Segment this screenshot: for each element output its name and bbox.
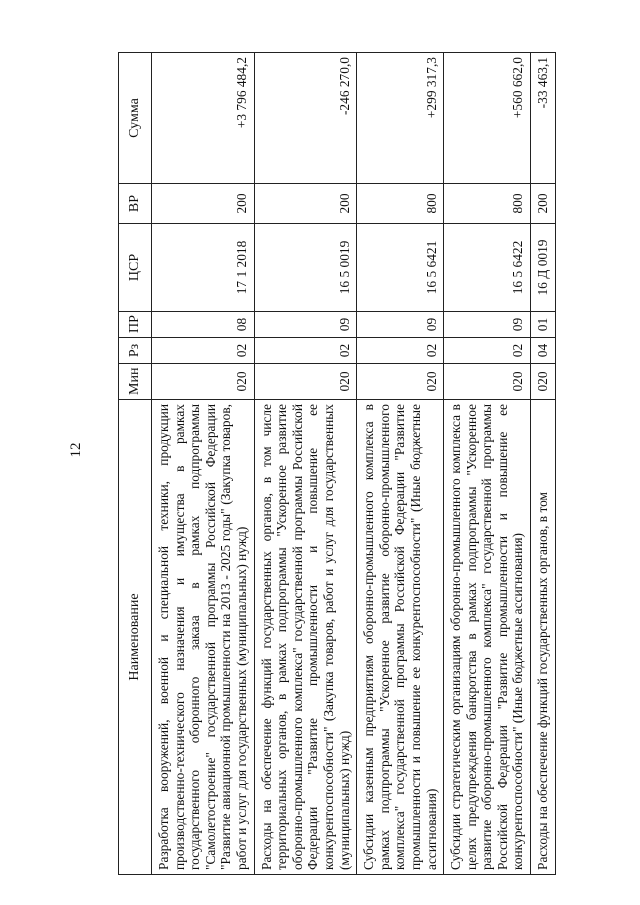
table-row <box>531 53 556 875</box>
row-vr: 800 <box>444 184 531 224</box>
row-csr: 16 5 0019 <box>254 224 357 312</box>
row-rz: 02 <box>444 338 531 364</box>
row-csr: 16 Д 0019 <box>531 224 556 312</box>
row-sum: +560 662,0 <box>444 53 531 184</box>
header-csr: ЦСР <box>119 224 152 312</box>
table-row <box>152 53 255 875</box>
row-pr: 09 <box>444 312 531 338</box>
row-vr: 200 <box>254 184 357 224</box>
row-sum: -33 463,1 <box>531 53 556 184</box>
row-min: 020 <box>531 364 556 400</box>
row-pr: 09 <box>254 312 357 338</box>
table-row <box>357 53 444 875</box>
row-name: Субсидии стратегическим организациям оборонно-промышленного комплекса в целях предупреждения банкротства в рамках подпрограммы "Ускоренное развитие оборонно-промышленного комплекса" государственной программы Российской Федерации "Развитие промышленности и повышение ее конкурентоспособности" (Иные бюджетные ассигнования) <box>444 400 531 875</box>
row-pr: 08 <box>152 312 255 338</box>
table-row <box>254 53 357 875</box>
row-csr: 17 1 2018 <box>152 224 255 312</box>
row-rz: 02 <box>357 338 444 364</box>
table-header-row <box>119 53 152 875</box>
row-vr: 200 <box>152 184 255 224</box>
row-csr: 16 5 6422 <box>444 224 531 312</box>
header-vr: ВР <box>119 184 152 224</box>
row-rz: 02 <box>254 338 357 364</box>
row-csr: 16 5 6421 <box>357 224 444 312</box>
row-name: Субсидии казенным предприятиям оборонно-промышленного комплекса в рамках подпрограммы "Ускоренное развитие оборонно-промышленного комплекса" государственной программы Российской Федерации "Развитие промышленности и повышение ее конкурентоспособности" (Иные бюджетные ассигнования) <box>357 400 444 875</box>
header-min: Мин <box>119 364 152 400</box>
header-rz: Рз <box>119 338 152 364</box>
row-rz: 02 <box>152 338 255 364</box>
page-number: 12 <box>68 442 84 458</box>
header-name: Наименование <box>119 400 152 875</box>
row-name: Расходы на обеспечение функций государственных органов, в том <box>531 400 556 875</box>
row-sum: -246 270,0 <box>254 53 357 184</box>
header-sum: Сумма <box>119 53 152 184</box>
row-name: Разработка вооружений, военной и специальной техники, продукции производственно-технического назначения и имущества в рамках государственного оборонного заказа в рамках подпрограммы "Самолетостроение" государственной программы Российской Федерации "Развитие авиационной промышленности на 2013 - 2025 годы" (Закупка товаров, работ и услуг для государственных (муниципальных) нужд) <box>152 400 255 875</box>
table-row <box>444 53 531 875</box>
row-rz: 04 <box>531 338 556 364</box>
row-min: 020 <box>254 364 357 400</box>
rotated-sheet <box>60 25 580 875</box>
row-vr: 200 <box>531 184 556 224</box>
row-vr: 800 <box>357 184 444 224</box>
row-sum: +299 317,3 <box>357 53 444 184</box>
row-pr: 01 <box>531 312 556 338</box>
row-sum: +3 796 484,2 <box>152 53 255 184</box>
row-min: 020 <box>444 364 531 400</box>
row-min: 020 <box>357 364 444 400</box>
budget-table <box>118 52 556 875</box>
header-pr: ПР <box>119 312 152 338</box>
row-pr: 09 <box>357 312 444 338</box>
row-name: Расходы на обеспечение функций государственных органов, в том числе территориальных органов, в рамках подпрограммы "Ускоренное развитие оборонно-промышленного комплекса" государственной программы Российской Федерации "Развитие промышленности и повышение ее конкурентоспособности" (Закупка товаров, работ и услуг для государственных (муниципальных) нужд) <box>254 400 357 875</box>
row-min: 020 <box>152 364 255 400</box>
